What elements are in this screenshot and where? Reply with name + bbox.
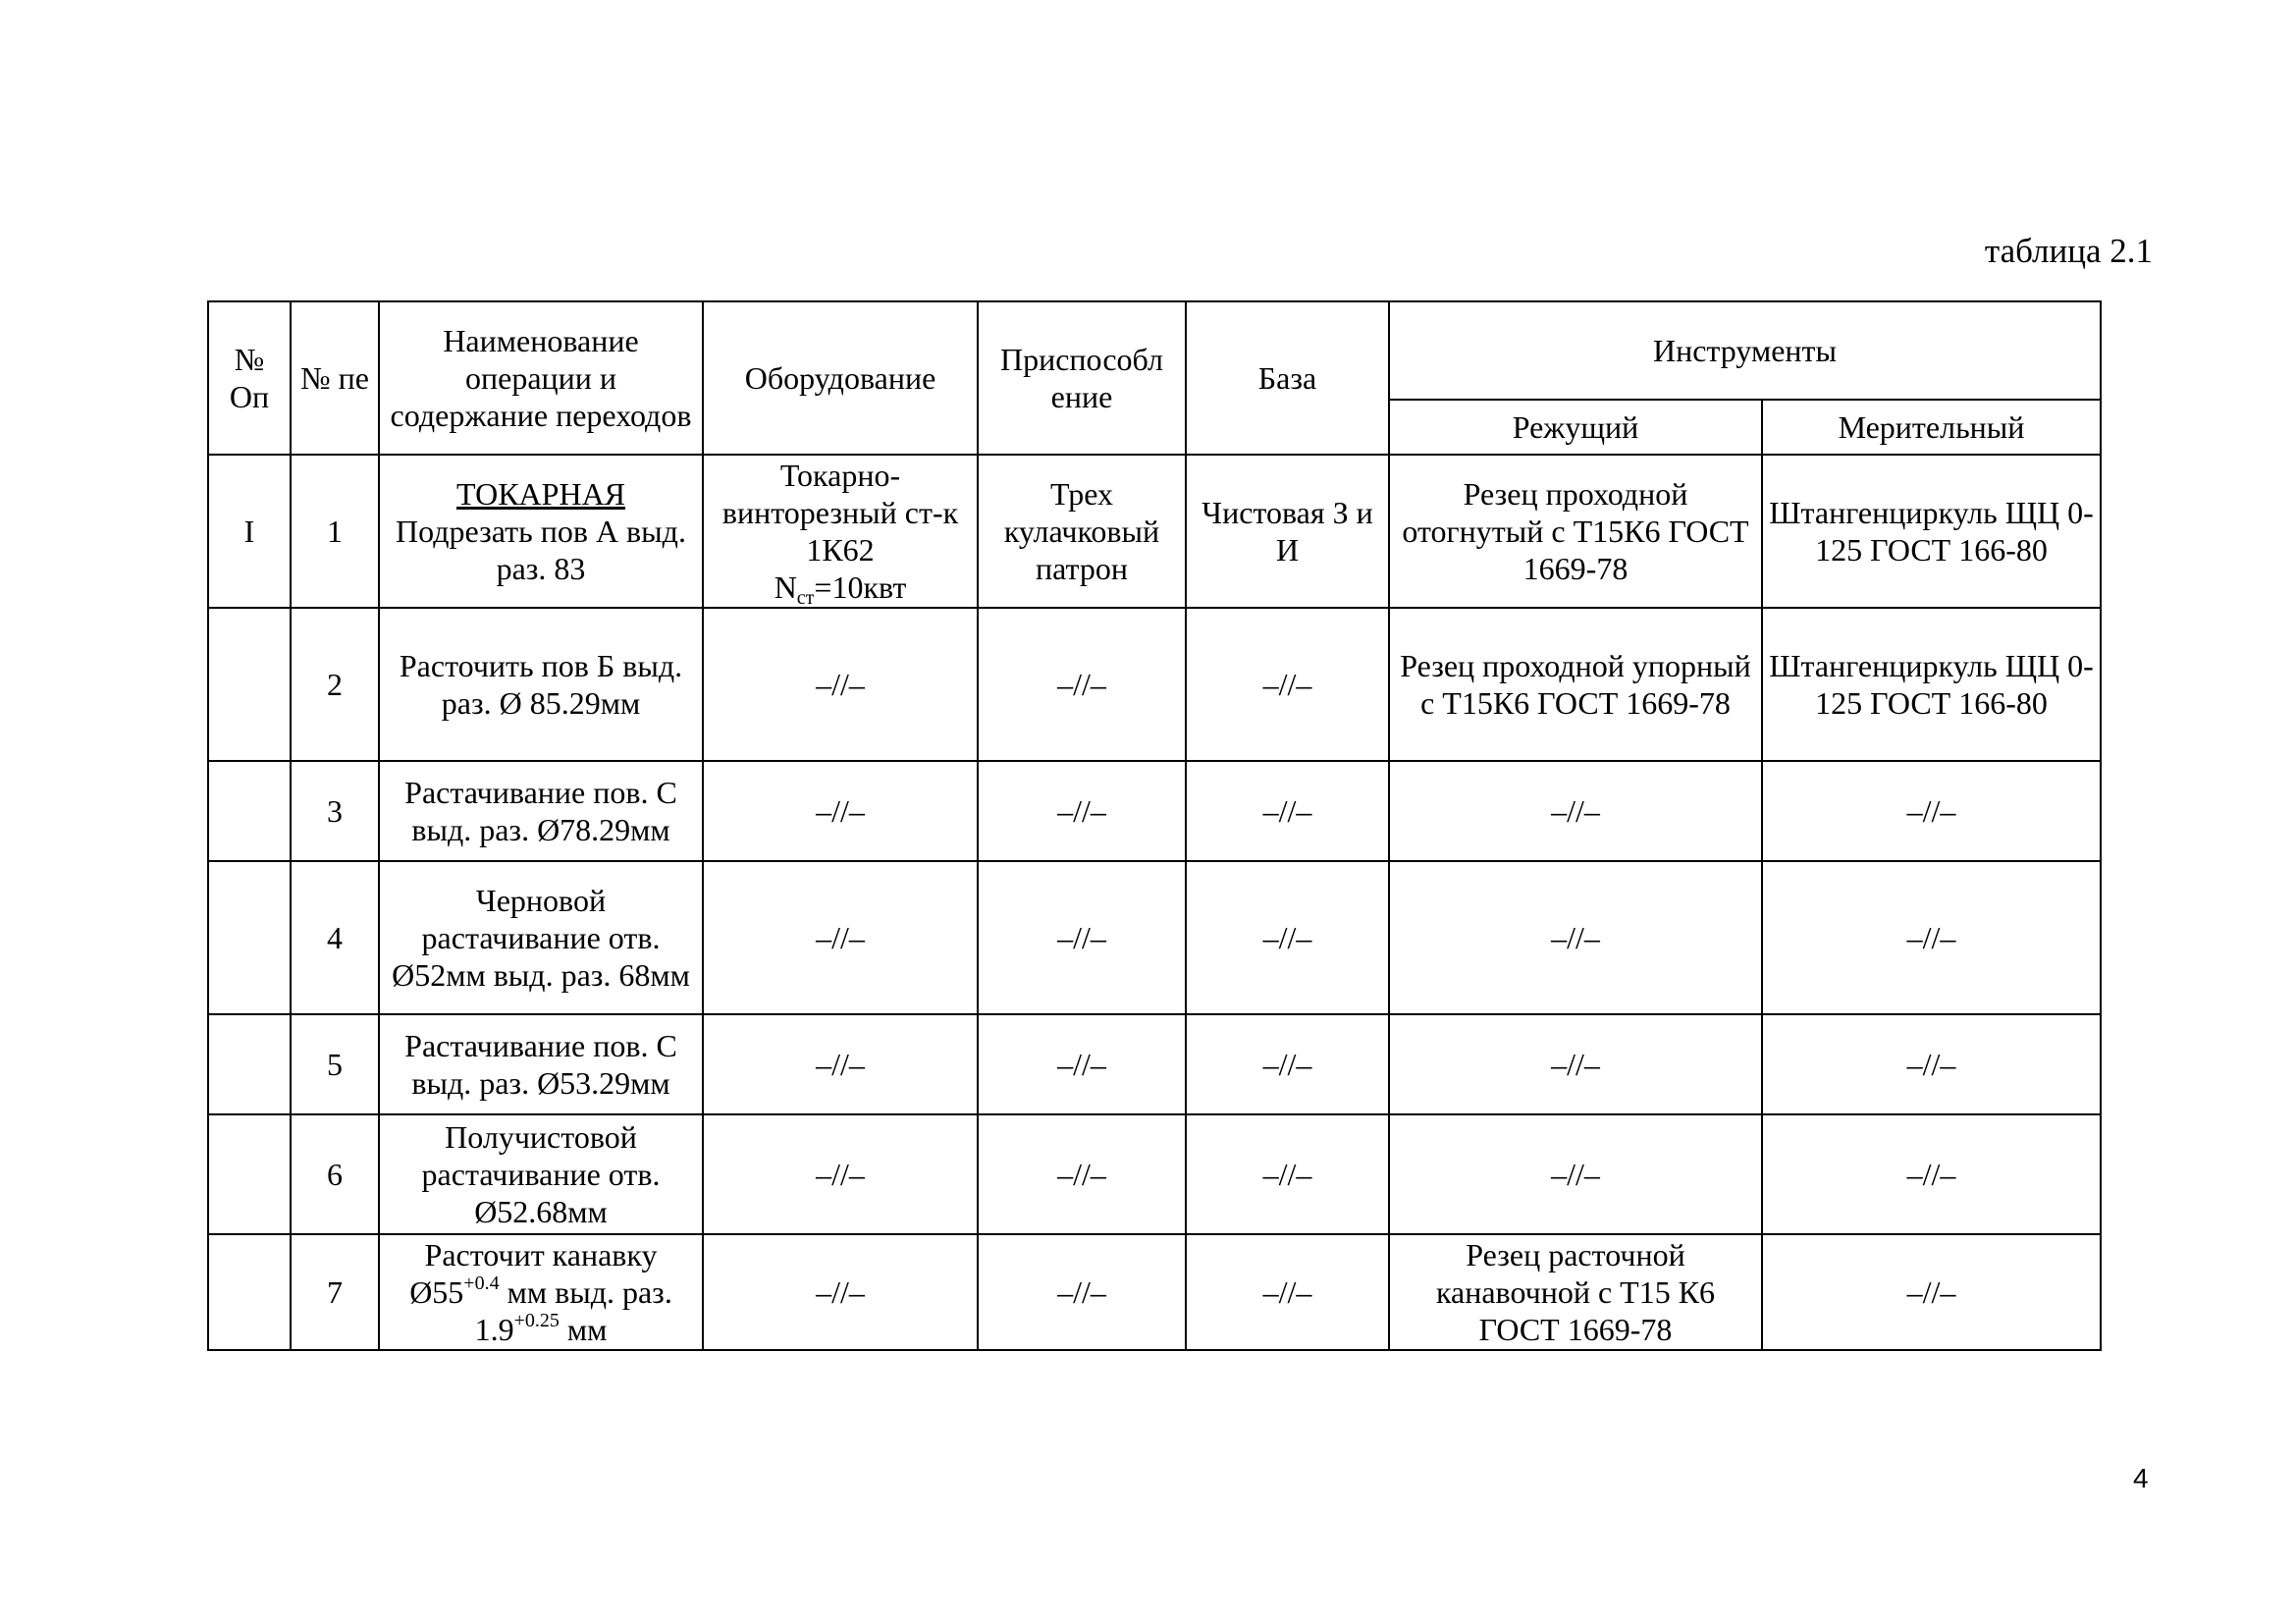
cutting-tool-cell: –//–: [1389, 861, 1762, 1014]
header-cutting: Режущий: [1389, 400, 1762, 455]
operation-line-2: $Ø55^{+0.4}$ мм выд. раз.: [409, 1272, 672, 1310]
cutting-tool-cell: –//–: [1389, 761, 1762, 861]
operation-name-cell: Растачивание пов. С выд. раз. Ø78.29мм: [379, 761, 703, 861]
operation-title: ТОКАРНАЯ: [455, 476, 626, 512]
fixture-cell: –//–: [978, 861, 1186, 1014]
cutting-tool-cell: Резец проходной отогнутый с Т15К6 ГОСТ 1669-78: [1389, 455, 1762, 608]
table-row: [208, 608, 2101, 761]
op-number-cell: I: [208, 455, 291, 608]
header-step-no: № пе: [291, 301, 379, 455]
step-number-cell: 1: [291, 455, 379, 608]
operation-description: Подрезать пов А выд. раз. 83: [396, 514, 686, 586]
base-cell: –//–: [1186, 1014, 1389, 1114]
measuring-tool-cell: –//–: [1762, 1114, 2101, 1234]
measuring-tool-cell: Штангенциркуль ЩЦ 0-125 ГОСТ 166-80: [1762, 608, 2101, 761]
step-number-cell: 4: [291, 861, 379, 1014]
operation-line-1: Расточит канавку: [424, 1237, 658, 1272]
equipment-cell: –//–: [703, 608, 978, 761]
header-base: База: [1186, 301, 1389, 455]
step-number-cell: 7: [291, 1234, 379, 1350]
cutting-tool-cell: –//–: [1389, 1014, 1762, 1114]
cutting-tool-cell: Резец расточной канавочной с Т15 К6 ГОСТ 1669-78: [1389, 1234, 1762, 1350]
fixture-cell: –//–: [978, 1014, 1186, 1114]
table-caption: таблица 2.1: [1984, 232, 2153, 270]
operation-name-cell: Черновой растачивание отв. Ø52мм выд. раз. 68мм: [379, 861, 703, 1014]
table-row: [208, 861, 2101, 1014]
header-op-no: № Оп: [208, 301, 291, 455]
table-row: [208, 761, 2101, 861]
header-measuring: Мерительный: [1762, 400, 2101, 455]
step-number-cell: 6: [291, 1114, 379, 1234]
header-equipment: Оборудование: [703, 301, 978, 455]
step-number-cell: 3: [291, 761, 379, 861]
fixture-cell: –//–: [978, 608, 1186, 761]
step-number-cell: 2: [291, 608, 379, 761]
cutting-tool-cell: Резец проходной упорный с Т15К6 ГОСТ 1669-78: [1389, 608, 1762, 761]
measuring-tool-cell: –//–: [1762, 1234, 2101, 1350]
measuring-tool-cell: –//–: [1762, 861, 2101, 1014]
base-cell: Чистовая З и И: [1186, 455, 1389, 608]
fixture-cell: Трех кулачковый патрон: [978, 455, 1186, 608]
base-cell: –//–: [1186, 608, 1389, 761]
op-number-cell: [208, 1114, 291, 1234]
table-row: [208, 455, 2101, 608]
equipment-cell: [703, 455, 978, 608]
operation-name-cell: Расточить пов Б выд. раз. Ø 85.29мм: [379, 608, 703, 761]
op-number-cell: [208, 761, 291, 861]
machine-name: Токарно-винторезный ст-к 1К62: [721, 458, 959, 568]
operation-name-cell: Растачивание пов. С выд. раз. Ø53.29мм: [379, 1014, 703, 1114]
equipment-cell: –//–: [703, 1114, 978, 1234]
operation-line-3: $1.9^{+0.25}$ мм: [474, 1310, 608, 1347]
measuring-tool-cell: –//–: [1762, 1014, 2101, 1114]
op-number-cell: [208, 1014, 291, 1114]
fixture-cell: –//–: [978, 1114, 1186, 1234]
op-number-cell: [208, 608, 291, 761]
measuring-tool-cell: –//–: [1762, 761, 2101, 861]
equipment-cell: –//–: [703, 1014, 978, 1114]
header-fixture: Приспособл ение: [978, 301, 1186, 455]
header-tools: Инструменты: [1389, 301, 2101, 400]
base-cell: –//–: [1186, 761, 1389, 861]
base-cell: –//–: [1186, 1114, 1389, 1234]
equipment-cell: –//–: [703, 861, 978, 1014]
cutting-tool-cell: –//–: [1389, 1114, 1762, 1234]
table-row: [208, 1234, 2101, 1350]
op-number-cell: [208, 1234, 291, 1350]
table-row: [208, 1014, 2101, 1114]
header-name: Наименование операции и содержание переходов: [379, 301, 703, 455]
operations-table: [207, 300, 2102, 1351]
op-number-cell: [208, 861, 291, 1014]
base-cell: –//–: [1186, 861, 1389, 1014]
fixture-cell: –//–: [978, 761, 1186, 861]
machine-power: $N_{ст}=10квт$: [774, 569, 907, 609]
equipment-cell: –//–: [703, 1234, 978, 1350]
page-number: 4: [2133, 1463, 2149, 1493]
operation-name-cell: Получистовой растачивание отв. Ø52.68мм: [379, 1114, 703, 1234]
base-cell: –//–: [1186, 1234, 1389, 1350]
fixture-cell: –//–: [978, 1234, 1186, 1350]
table-row: [208, 1114, 2101, 1234]
operation-name-cell: [379, 1234, 703, 1350]
measuring-tool-cell: Штангенциркуль ЩЦ 0-125 ГОСТ 166-80: [1762, 455, 2101, 608]
step-number-cell: 5: [291, 1014, 379, 1114]
equipment-cell: –//–: [703, 761, 978, 861]
operation-name-cell: [379, 455, 703, 608]
